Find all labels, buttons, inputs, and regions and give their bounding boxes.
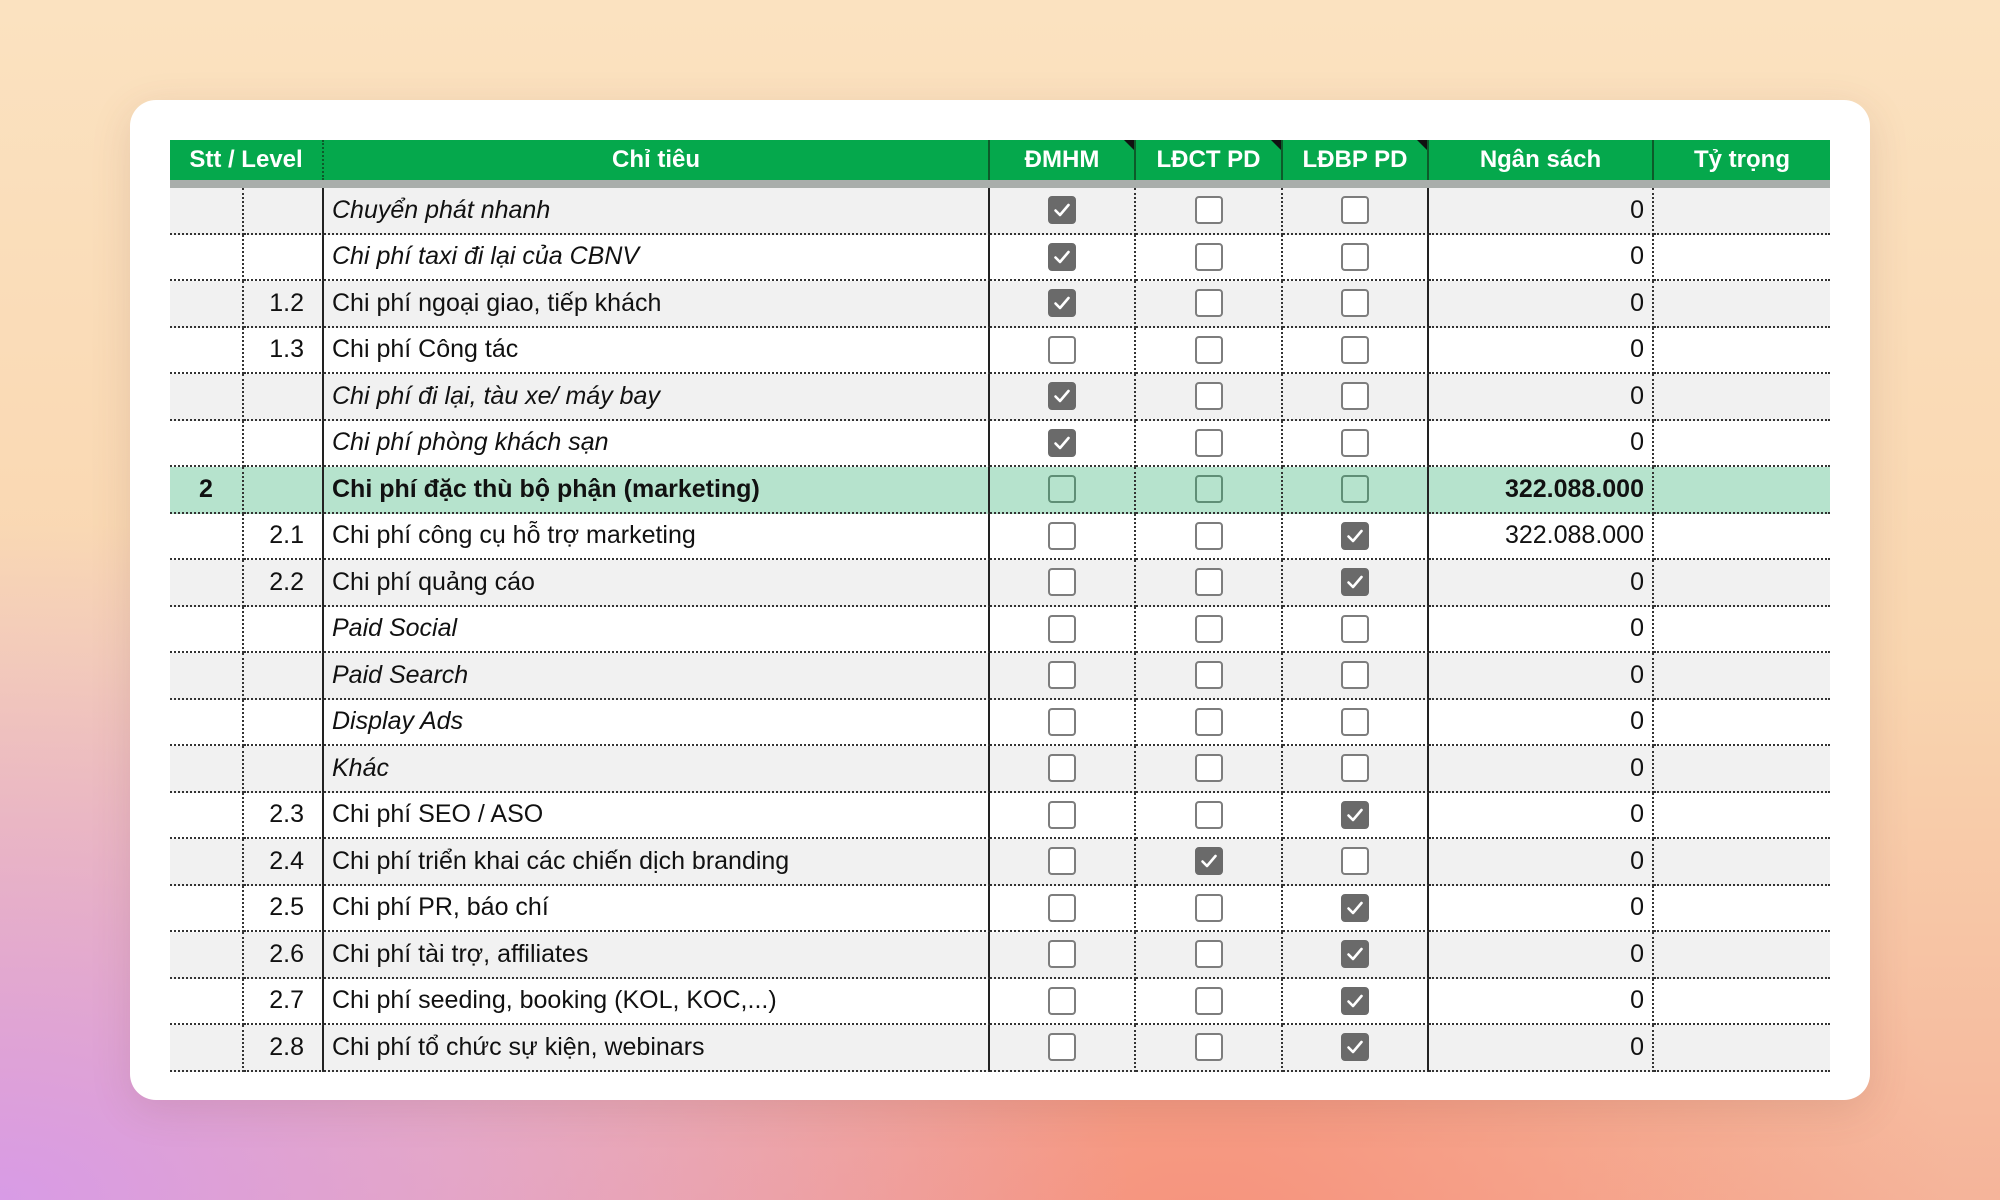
ty-trong-cell[interactable] <box>1654 1025 1830 1072</box>
dmhm-checkbox[interactable] <box>1048 847 1076 875</box>
ldct-pd-cell <box>1136 700 1283 747</box>
ty-trong-cell[interactable] <box>1654 653 1830 700</box>
table-row <box>170 979 1830 1026</box>
ldbp-pd-checkbox[interactable] <box>1341 429 1369 457</box>
chi-tieu-cell[interactable]: Chi phí công cụ hỗ trợ marketing <box>324 514 990 561</box>
ty-trong-cell[interactable] <box>1654 607 1830 654</box>
ldct-pd-checkbox[interactable] <box>1195 429 1223 457</box>
ldct-pd-cell <box>1136 514 1283 561</box>
ty-trong-cell[interactable] <box>1654 700 1830 747</box>
dmhm-checkbox[interactable] <box>1048 475 1076 503</box>
ty-trong-cell[interactable] <box>1654 560 1830 607</box>
ldct-pd-checkbox[interactable] <box>1195 382 1223 410</box>
ty-trong-cell[interactable] <box>1654 374 1830 421</box>
stt-cell[interactable] <box>170 514 244 561</box>
ty-trong-cell[interactable] <box>1654 746 1830 793</box>
dmhm-checkbox[interactable] <box>1048 987 1076 1015</box>
table-row <box>170 235 1830 282</box>
dmhm-checkbox[interactable] <box>1048 382 1076 410</box>
ldct-pd-cell <box>1136 607 1283 654</box>
ldct-pd-cell <box>1136 886 1283 933</box>
dmhm-checkbox[interactable] <box>1048 615 1076 643</box>
chi-tieu-cell[interactable]: Chi phí taxi đi lại của CBNV <box>324 235 990 282</box>
ldbp-pd-cell <box>1283 467 1429 514</box>
ngan-sach-cell[interactable]: 0 <box>1429 188 1654 235</box>
chi-tieu-cell[interactable]: Chi phí quảng cáo <box>324 560 990 607</box>
dmhm-checkbox[interactable] <box>1048 196 1076 224</box>
ldbp-pd-checkbox[interactable] <box>1341 289 1369 317</box>
dmhm-checkbox[interactable] <box>1048 568 1076 596</box>
ldbp-pd-cell <box>1283 374 1429 421</box>
table-row <box>170 700 1830 747</box>
ldbp-pd-cell <box>1283 886 1429 933</box>
spreadsheet-card <box>130 100 1870 1100</box>
header-ldct-pd-label: LĐCT PD <box>1156 146 1261 173</box>
checkmark-icon <box>1199 851 1219 871</box>
dmhm-checkbox[interactable] <box>1048 894 1076 922</box>
ldct-pd-cell <box>1136 653 1283 700</box>
ldct-pd-checkbox[interactable] <box>1195 336 1223 364</box>
level-cell[interactable]: 1.2 <box>244 281 324 328</box>
stt-cell[interactable] <box>170 235 244 282</box>
level-cell[interactable] <box>244 188 324 235</box>
ldbp-pd-cell <box>1283 653 1429 700</box>
stt-cell[interactable] <box>170 560 244 607</box>
dmhm-cell <box>990 560 1136 607</box>
ty-trong-cell[interactable] <box>1654 467 1830 514</box>
dmhm-checkbox[interactable] <box>1048 1033 1076 1061</box>
dmhm-cell <box>990 467 1136 514</box>
header-stt-level[interactable]: Stt / Level <box>170 140 324 180</box>
ldct-pd-cell <box>1136 560 1283 607</box>
ldbp-pd-checkbox[interactable] <box>1341 196 1369 224</box>
stt-cell[interactable] <box>170 607 244 654</box>
stt-cell[interactable] <box>170 421 244 468</box>
dmhm-cell <box>990 374 1136 421</box>
ldct-pd-checkbox[interactable] <box>1195 522 1223 550</box>
ty-trong-cell[interactable] <box>1654 328 1830 375</box>
ldct-pd-checkbox[interactable] <box>1195 615 1223 643</box>
checkmark-icon <box>1052 247 1072 267</box>
ldbp-pd-cell <box>1283 1025 1429 1072</box>
ldct-pd-checkbox[interactable] <box>1195 847 1223 875</box>
level-cell[interactable]: 2.8 <box>244 1025 324 1072</box>
dmhm-checkbox[interactable] <box>1048 801 1076 829</box>
chi-tieu-cell[interactable]: Chi phí SEO / ASO <box>324 793 990 840</box>
header-ty-trong[interactable]: Tỷ trọng <box>1694 146 1790 173</box>
ngan-sach-cell[interactable]: 0 <box>1429 979 1654 1026</box>
ty-trong-cell[interactable] <box>1654 839 1830 886</box>
stt-cell[interactable] <box>170 700 244 747</box>
comment-indicator-icon[interactable] <box>1417 140 1427 150</box>
checkmark-icon <box>1345 1037 1365 1057</box>
dmhm-checkbox[interactable] <box>1048 336 1076 364</box>
chi-tieu-cell[interactable]: Paid Search <box>324 653 990 700</box>
chi-tieu-cell[interactable]: Chi phí đặc thù bộ phận (marketing) <box>324 467 990 514</box>
level-cell[interactable]: 2.5 <box>244 886 324 933</box>
header-ldbp-pd-label: LĐBP PD <box>1302 146 1408 173</box>
ngan-sach-cell[interactable]: 0 <box>1429 746 1654 793</box>
ldct-pd-checkbox[interactable] <box>1195 894 1223 922</box>
ldct-pd-checkbox[interactable] <box>1195 754 1223 782</box>
chi-tieu-cell[interactable]: Chi phí seeding, booking (KOL, KOC,...) <box>324 979 990 1026</box>
table-row <box>170 374 1830 421</box>
ldct-pd-checkbox[interactable] <box>1195 987 1223 1015</box>
level-cell[interactable] <box>244 746 324 793</box>
stt-cell[interactable] <box>170 281 244 328</box>
ldbp-pd-cell <box>1283 514 1429 561</box>
ldct-pd-cell <box>1136 374 1283 421</box>
ldct-pd-checkbox[interactable] <box>1195 475 1223 503</box>
chi-tieu-cell[interactable]: Chi phí tổ chức sự kiện, webinars <box>324 1025 990 1072</box>
checkmark-icon <box>1052 386 1072 406</box>
ldbp-pd-cell <box>1283 746 1429 793</box>
ldbp-pd-cell <box>1283 979 1429 1026</box>
level-cell[interactable]: 2.4 <box>244 839 324 886</box>
level-cell[interactable] <box>244 700 324 747</box>
dmhm-checkbox[interactable] <box>1048 522 1076 550</box>
ngan-sach-cell[interactable]: 322.088.000 <box>1429 514 1654 561</box>
stt-cell[interactable] <box>170 374 244 421</box>
ldbp-pd-checkbox[interactable] <box>1341 382 1369 410</box>
dmhm-cell <box>990 653 1136 700</box>
dmhm-cell <box>990 932 1136 979</box>
level-cell[interactable] <box>244 607 324 654</box>
dmhm-cell <box>990 886 1136 933</box>
checkmark-icon <box>1345 572 1365 592</box>
ldbp-pd-checkbox[interactable] <box>1341 894 1369 922</box>
dmhm-checkbox[interactable] <box>1048 754 1076 782</box>
ngan-sach-cell[interactable]: 0 <box>1429 886 1654 933</box>
level-cell[interactable]: 2.1 <box>244 514 324 561</box>
ldbp-pd-checkbox[interactable] <box>1341 336 1369 364</box>
stt-cell[interactable] <box>170 793 244 840</box>
table-row <box>170 281 1830 328</box>
ldct-pd-cell <box>1136 188 1283 235</box>
dmhm-cell <box>990 328 1136 375</box>
chi-tieu-cell[interactable]: Chi phí ngoại giao, tiếp khách <box>324 281 990 328</box>
stt-cell[interactable] <box>170 746 244 793</box>
ldbp-pd-checkbox[interactable] <box>1341 987 1369 1015</box>
ngan-sach-cell[interactable]: 0 <box>1429 839 1654 886</box>
stt-cell[interactable] <box>170 188 244 235</box>
ldbp-pd-checkbox[interactable] <box>1341 568 1369 596</box>
ngan-sach-cell[interactable]: 0 <box>1429 932 1654 979</box>
ldbp-pd-checkbox[interactable] <box>1341 754 1369 782</box>
checkmark-icon <box>1345 944 1365 964</box>
checkmark-icon <box>1052 433 1072 453</box>
table-row <box>170 514 1830 561</box>
level-cell[interactable] <box>244 421 324 468</box>
table-row <box>170 560 1830 607</box>
ldbp-pd-cell <box>1283 607 1429 654</box>
level-cell[interactable] <box>244 653 324 700</box>
level-cell[interactable] <box>244 235 324 282</box>
chi-tieu-cell[interactable]: Display Ads <box>324 700 990 747</box>
ngan-sach-cell[interactable]: 0 <box>1429 421 1654 468</box>
ldbp-pd-cell <box>1283 421 1429 468</box>
ngan-sach-cell[interactable]: 0 <box>1429 653 1654 700</box>
ldbp-pd-cell <box>1283 560 1429 607</box>
ldbp-pd-cell <box>1283 932 1429 979</box>
stt-cell[interactable] <box>170 653 244 700</box>
ty-trong-cell[interactable] <box>1654 979 1830 1026</box>
dmhm-cell <box>990 700 1136 747</box>
ldct-pd-checkbox[interactable] <box>1195 661 1223 689</box>
ldct-pd-checkbox[interactable] <box>1195 940 1223 968</box>
checkmark-icon <box>1345 805 1365 825</box>
stt-cell[interactable] <box>170 932 244 979</box>
ldbp-pd-checkbox[interactable] <box>1341 522 1369 550</box>
ty-trong-cell[interactable] <box>1654 514 1830 561</box>
ngan-sach-cell[interactable]: 0 <box>1429 793 1654 840</box>
dmhm-cell <box>990 421 1136 468</box>
dmhm-cell <box>990 839 1136 886</box>
table-row <box>170 328 1830 375</box>
ngan-sach-cell[interactable]: 0 <box>1429 700 1654 747</box>
ldct-pd-cell <box>1136 421 1283 468</box>
ldbp-pd-checkbox[interactable] <box>1341 708 1369 736</box>
ty-trong-cell[interactable] <box>1654 281 1830 328</box>
ldct-pd-checkbox[interactable] <box>1195 243 1223 271</box>
dmhm-cell <box>990 607 1136 654</box>
checkmark-icon <box>1052 200 1072 220</box>
checkmark-icon <box>1345 526 1365 546</box>
ngan-sach-cell[interactable]: 0 <box>1429 281 1654 328</box>
table-row <box>170 188 1830 235</box>
ldct-pd-checkbox[interactable] <box>1195 801 1223 829</box>
chi-tieu-cell[interactable]: Paid Social <box>324 607 990 654</box>
table-row <box>170 653 1830 700</box>
checkmark-icon <box>1345 991 1365 1011</box>
table-row <box>170 746 1830 793</box>
stt-cell[interactable] <box>170 1025 244 1072</box>
header-ngan-sach[interactable]: Ngân sách <box>1429 140 1654 180</box>
ldct-pd-cell <box>1136 235 1283 282</box>
ldbp-pd-checkbox[interactable] <box>1341 661 1369 689</box>
ldbp-pd-cell <box>1283 700 1429 747</box>
budget-sheet <box>170 140 1830 1072</box>
dmhm-checkbox[interactable] <box>1048 708 1076 736</box>
ldbp-pd-checkbox[interactable] <box>1341 243 1369 271</box>
ldct-pd-checkbox[interactable] <box>1195 1033 1223 1061</box>
chi-tieu-cell[interactable]: Chi phí Công tác <box>324 328 990 375</box>
ldct-pd-cell <box>1136 746 1283 793</box>
comment-indicator-icon[interactable] <box>1271 140 1281 150</box>
ngan-sach-cell[interactable]: 0 <box>1429 607 1654 654</box>
ldct-pd-cell <box>1136 932 1283 979</box>
dmhm-checkbox[interactable] <box>1048 940 1076 968</box>
ty-trong-cell[interactable] <box>1654 886 1830 933</box>
table-row <box>170 421 1830 468</box>
dmhm-cell <box>990 514 1136 561</box>
table-body <box>170 188 1830 1072</box>
checkmark-icon <box>1345 898 1365 918</box>
table-row <box>170 886 1830 933</box>
ldbp-pd-cell <box>1283 281 1429 328</box>
dmhm-checkbox[interactable] <box>1048 429 1076 457</box>
table-row <box>170 793 1830 840</box>
header-row <box>170 140 1830 188</box>
chi-tieu-cell[interactable]: Chi phí đi lại, tàu xe/ máy bay <box>324 374 990 421</box>
ldct-pd-cell <box>1136 979 1283 1026</box>
dmhm-cell <box>990 793 1136 840</box>
stt-cell[interactable]: 2 <box>170 467 244 514</box>
header-dmhm[interactable] <box>990 140 1136 180</box>
chi-tieu-cell[interactable]: Khác <box>324 746 990 793</box>
ty-trong-cell[interactable] <box>1654 793 1830 840</box>
ty-trong-cell[interactable] <box>1654 932 1830 979</box>
stt-cell[interactable] <box>170 839 244 886</box>
level-cell[interactable]: 2.3 <box>244 793 324 840</box>
ldct-pd-checkbox[interactable] <box>1195 708 1223 736</box>
ldbp-pd-cell <box>1283 793 1429 840</box>
level-cell[interactable]: 2.7 <box>244 979 324 1026</box>
ldbp-pd-checkbox[interactable] <box>1341 847 1369 875</box>
ldbp-pd-cell <box>1283 328 1429 375</box>
header-ldbp-pd[interactable] <box>1283 140 1429 180</box>
header-chi-tieu[interactable]: Chỉ tiêu <box>324 140 990 180</box>
ldbp-pd-cell <box>1283 188 1429 235</box>
ldct-pd-checkbox[interactable] <box>1195 289 1223 317</box>
header-dmhm-label: ĐMHM <box>1024 146 1100 173</box>
stt-cell[interactable] <box>170 886 244 933</box>
level-cell[interactable] <box>244 467 324 514</box>
ldct-pd-cell <box>1136 839 1283 886</box>
table-row <box>170 1025 1830 1072</box>
ldct-pd-cell <box>1136 281 1283 328</box>
level-cell[interactable]: 1.3 <box>244 328 324 375</box>
chi-tieu-cell[interactable]: Chi phí PR, báo chí <box>324 886 990 933</box>
ldbp-pd-cell <box>1283 839 1429 886</box>
table-row <box>170 607 1830 654</box>
ngan-sach-cell[interactable]: 0 <box>1429 235 1654 282</box>
ldct-pd-checkbox[interactable] <box>1195 196 1223 224</box>
table-row <box>170 839 1830 886</box>
ty-trong-cell[interactable] <box>1654 235 1830 282</box>
chi-tieu-cell[interactable]: Chuyển phát nhanh <box>324 188 990 235</box>
chi-tieu-cell[interactable]: Chi phí tài trợ, affiliates <box>324 932 990 979</box>
dmhm-cell <box>990 281 1136 328</box>
dmhm-cell <box>990 1025 1136 1072</box>
ngan-sach-cell[interactable]: 0 <box>1429 374 1654 421</box>
ngan-sach-cell[interactable]: 322.088.000 <box>1429 467 1654 514</box>
ty-trong-cell[interactable] <box>1654 421 1830 468</box>
ldct-pd-cell <box>1136 793 1283 840</box>
table-row <box>170 467 1830 514</box>
dmhm-checkbox[interactable] <box>1048 289 1076 317</box>
dmhm-cell <box>990 235 1136 282</box>
comment-indicator-icon[interactable] <box>1124 140 1134 150</box>
ldbp-pd-checkbox[interactable] <box>1341 940 1369 968</box>
dmhm-checkbox[interactable] <box>1048 243 1076 271</box>
level-cell[interactable] <box>244 374 324 421</box>
header-ldct-pd[interactable] <box>1136 140 1283 180</box>
checkmark-icon <box>1052 293 1072 313</box>
ldbp-pd-checkbox[interactable] <box>1341 475 1369 503</box>
level-cell[interactable]: 2.6 <box>244 932 324 979</box>
chi-tieu-cell[interactable]: Chi phí triển khai các chiến dịch branding <box>324 839 990 886</box>
stt-cell[interactable] <box>170 979 244 1026</box>
ngan-sach-cell[interactable]: 0 <box>1429 328 1654 375</box>
dmhm-cell <box>990 746 1136 793</box>
stt-cell[interactable] <box>170 328 244 375</box>
ngan-sach-cell[interactable]: 0 <box>1429 560 1654 607</box>
ldct-pd-cell <box>1136 328 1283 375</box>
ngan-sach-cell[interactable]: 0 <box>1429 1025 1654 1072</box>
ldbp-pd-cell <box>1283 235 1429 282</box>
ldbp-pd-checkbox[interactable] <box>1341 1033 1369 1061</box>
ldbp-pd-checkbox[interactable] <box>1341 615 1369 643</box>
ldct-pd-cell <box>1136 1025 1283 1072</box>
ldct-pd-cell <box>1136 467 1283 514</box>
ldct-pd-checkbox[interactable] <box>1195 568 1223 596</box>
chi-tieu-cell[interactable]: Chi phí phòng khách sạn <box>324 421 990 468</box>
ldbp-pd-checkbox[interactable] <box>1341 801 1369 829</box>
dmhm-checkbox[interactable] <box>1048 661 1076 689</box>
dmhm-cell <box>990 979 1136 1026</box>
dmhm-cell <box>990 188 1136 235</box>
table-row <box>170 932 1830 979</box>
level-cell[interactable]: 2.2 <box>244 560 324 607</box>
ty-trong-cell[interactable] <box>1654 188 1830 235</box>
